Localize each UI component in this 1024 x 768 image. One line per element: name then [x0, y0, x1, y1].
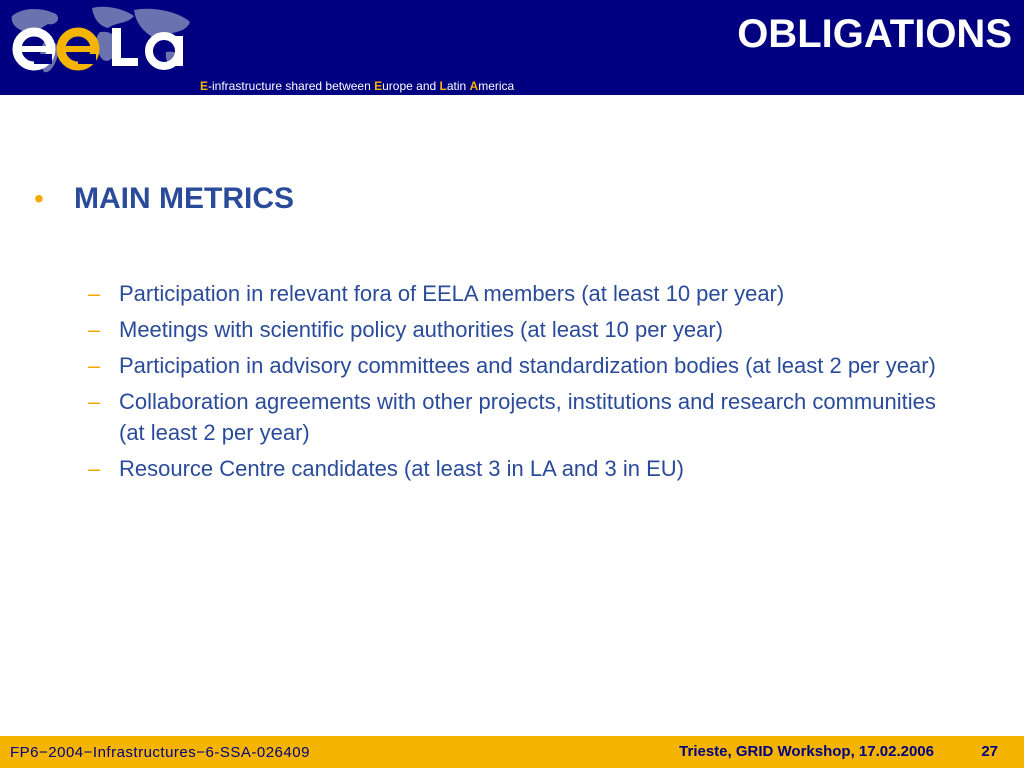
tagline-e: E — [200, 79, 209, 93]
page-number: 27 — [981, 743, 998, 760]
slide-footer — [0, 736, 1024, 768]
tagline-part1: -infrastructure shared between — [208, 79, 375, 93]
list-item — [88, 386, 988, 448]
list-item — [88, 453, 988, 484]
dash-bullet-icon: – — [88, 353, 101, 378]
dash-bullet-icon: – — [88, 281, 101, 306]
slide-header — [0, 0, 1024, 95]
list-item-text: Resource Centre candidates (at least 3 in LA and 3 in EU) — [119, 456, 684, 481]
list-item — [88, 350, 988, 381]
list-item-text: Meetings with scientific policy authorities (at least 10 per year) — [119, 317, 724, 342]
event-label: Trieste, GRID Workshop, 17.02.2006 — [679, 743, 934, 760]
tagline-part2: urope and — [382, 79, 440, 93]
bullet-dot-icon: • — [34, 183, 44, 214]
tagline-a: A — [469, 79, 479, 93]
main-bullet-text: MAIN METRICS — [74, 182, 294, 215]
list-item-text: Participation in relevant fora of EELA members (at least 10 per year) — [119, 281, 785, 306]
tagline-eu: E — [374, 79, 383, 93]
eela-logo-icon — [4, 2, 194, 80]
tagline-l: L — [439, 79, 447, 93]
list-item — [88, 278, 988, 309]
list-item-text: Participation in advisory committees and standardization bodies (at least 2 per year) — [119, 353, 936, 378]
dash-bullet-icon: – — [88, 456, 101, 481]
dash-bullet-icon: – — [88, 389, 101, 414]
dash-bullet-icon: – — [88, 317, 101, 342]
list-item-text: Collaboration agreements with other projects, institutions and research communities (at least 2 per year) — [119, 389, 936, 445]
tagline-part4: merica — [478, 79, 515, 93]
project-code: FP6−2004−Infrastructures−6-SSA-026409 — [10, 744, 310, 761]
sub-bullet-list — [88, 278, 988, 489]
page-title: OBLIGATIONS — [737, 12, 1012, 56]
list-item — [88, 314, 988, 345]
header-tagline — [200, 79, 514, 93]
tagline-part3: atin — [446, 79, 470, 93]
main-bullet — [34, 182, 294, 216]
